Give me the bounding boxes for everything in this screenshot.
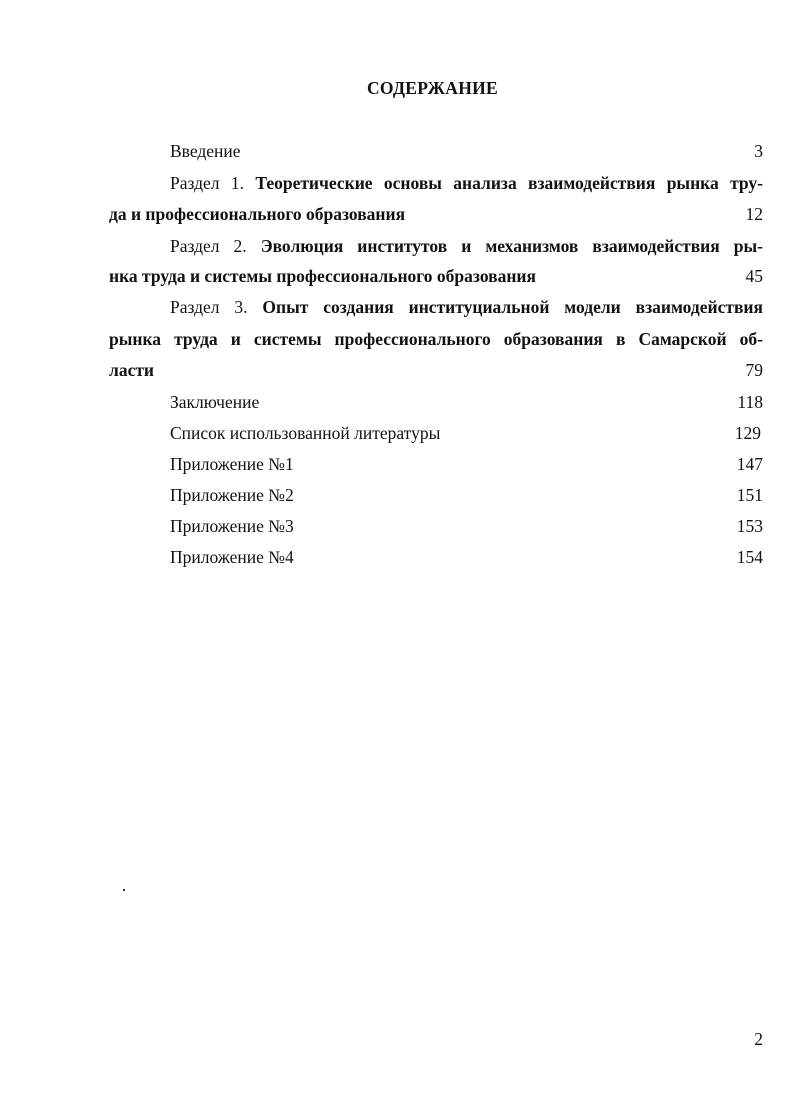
toc-entry-section3-line3: ласти [109,360,155,380]
section3-title-part1: Опыт создания институциальной модели взаимодействия [262,297,763,317]
toc-entry-section3-line1 [170,297,763,317]
toc-entry-references-page: 129 [734,423,761,443]
toc-entry-appendix2-label: Приложение №2 [170,485,294,505]
page-title: СОДЕРЖАНИЕ [366,78,498,98]
section1-title-part1: Теоретические основы анализа взаимодействия рынка тру- [255,173,763,193]
section2-title-part1: Эволюция институтов и механизмов взаимодействия ры- [260,236,763,256]
section1-prefix: Раздел 1. [170,173,256,193]
toc-entry-intro-page: 3 [754,141,763,161]
toc-entry-conclusion-page: 118 [737,392,763,412]
toc-entry-section1-line1 [170,173,763,193]
toc-entry-appendix1-page: 147 [736,454,763,474]
page-number: 2 [754,1029,763,1049]
section3-prefix: Раздел 3. [170,297,263,317]
toc-entry-appendix4-label: Приложение №4 [170,547,294,567]
toc-entry-section2-line2: нка труда и системы профессионального образования [109,266,536,286]
toc-entry-section2-page: 45 [745,266,763,286]
toc-entry-appendix2-page: 151 [736,485,763,505]
toc-entry-section1-page: 12 [745,204,763,224]
toc-entry-section3-page: 79 [745,360,763,380]
toc-entry-section1-line2: да и профессионального образования [109,204,406,224]
toc-entry-intro-label: Введение [170,141,241,161]
toc-entry-appendix3-label: Приложение №3 [170,516,294,536]
toc-entry-conclusion-label: Заключение [170,392,260,412]
toc-entry-section2-line1 [170,236,763,256]
toc-entry-section3-line2: рынка труда и системы профессионального образования в Самарской об- [109,329,763,349]
toc-entry-appendix1-label: Приложение №1 [170,454,294,474]
toc-entry-appendix4-page: 154 [736,547,763,567]
toc-entry-references-label: Список использованной литературы [170,423,441,443]
toc-entry-appendix3-page: 153 [736,516,763,536]
scan-speck [123,889,125,891]
section2-prefix: Раздел 2. [170,236,261,256]
